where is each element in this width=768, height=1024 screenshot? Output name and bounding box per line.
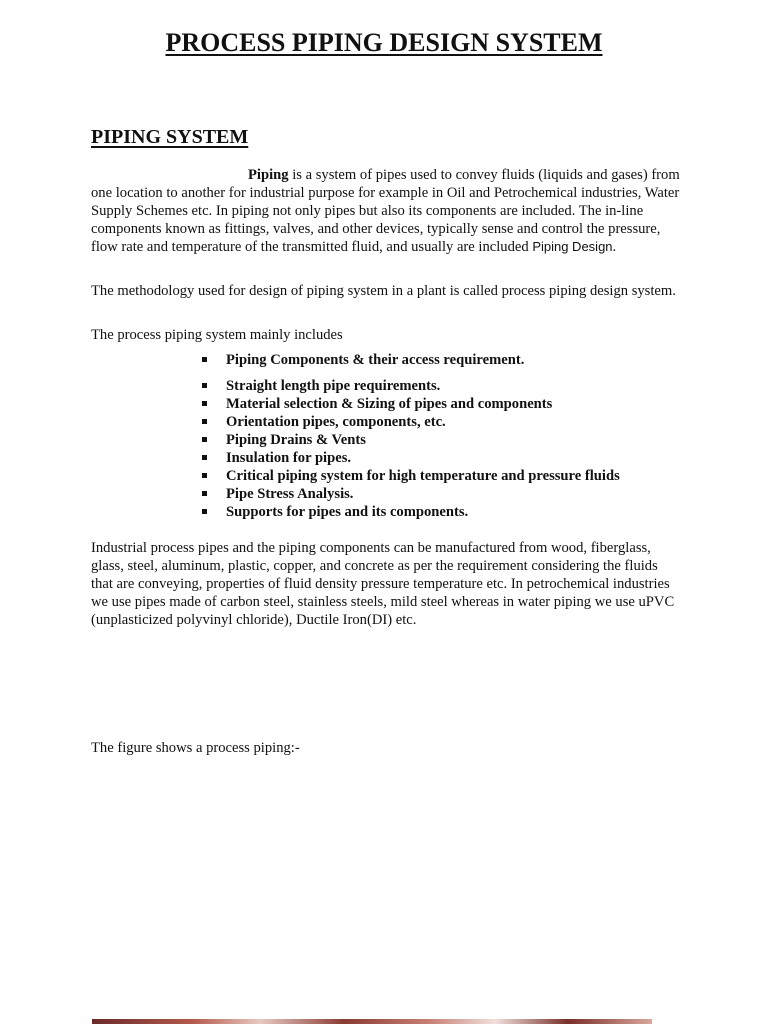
square-bullet-icon — [202, 357, 207, 362]
list-item — [202, 503, 702, 521]
list-item-text: Insulation for pipes. — [226, 450, 352, 466]
square-bullet-icon — [202, 473, 207, 478]
square-bullet-icon — [202, 419, 207, 424]
list-item-text: Critical piping system for high temperature and pressure fluids — [226, 468, 620, 484]
materials-paragraph: Industrial process pipes and the piping components can be manufactured from wood, fiberglass, glass, steel, aluminum, plastic, copper, and concrete as per the requirement considering the fluids that are conveying, properties of fluid density pressure temperature etc. In petrochemical industries we use pipes made of carbon steel, stainless steels, mild steel whereas in water piping we use uPVC (unplasticized polyvinyl chloride), Ductile Iron(DI) etc. — [91, 540, 675, 628]
square-bullet-icon — [202, 383, 207, 388]
square-bullet-icon — [202, 509, 207, 514]
list-item-text: Orientation pipes, components, etc. — [226, 414, 446, 430]
intro-text: is a system of pipes used to convey fluids (liquids and gases) from one location to another for industrial purpose for example in Oil and Petrochemical industries, Water Supply Schemes etc. In piping not only pipes but also its components are included. The in-line components known as fittings, valves, and other devices, typically sense and control the pressure, flow rate and temperature of the transmitted fluid, and usually are included — [91, 167, 680, 255]
list-item — [202, 449, 702, 467]
includes-list — [202, 351, 702, 521]
section-heading: PIPING SYSTEM — [91, 126, 249, 148]
list-item-text: Straight length pipe requirements. — [226, 378, 441, 394]
list-item-text: Supports for pipes and its components. — [226, 504, 469, 520]
intro-end: . — [612, 239, 617, 255]
list-item — [202, 413, 702, 431]
figure-caption: The figure shows a process piping:- — [91, 740, 300, 756]
list-item-text: Pipe Stress Analysis. — [226, 486, 354, 502]
square-bullet-icon — [202, 455, 207, 460]
list-item — [202, 377, 702, 395]
list-item — [202, 395, 702, 413]
methodology-paragraph: The methodology used for design of piping system in a plant is called process piping design system. — [91, 283, 676, 299]
list-item — [202, 467, 702, 485]
list-item — [202, 351, 702, 369]
square-bullet-icon — [202, 491, 207, 496]
list-item — [202, 431, 702, 449]
page-title: PROCESS PIPING DESIGN SYSTEM — [165, 28, 603, 57]
figure-image-top-edge — [92, 1019, 652, 1024]
lead-term: Piping — [248, 167, 289, 183]
list-item-text: Piping Components & their access requirement. — [226, 352, 525, 368]
list-item-text: Piping Drains & Vents — [226, 432, 366, 448]
intro-paragraph — [91, 166, 683, 256]
list-item — [202, 485, 702, 503]
square-bullet-icon — [202, 437, 207, 442]
list-item-text: Material selection & Sizing of pipes and components — [226, 396, 553, 412]
includes-intro: The process piping system mainly includes — [91, 327, 343, 343]
square-bullet-icon — [202, 401, 207, 406]
piping-design-term: Piping Design — [532, 239, 613, 254]
